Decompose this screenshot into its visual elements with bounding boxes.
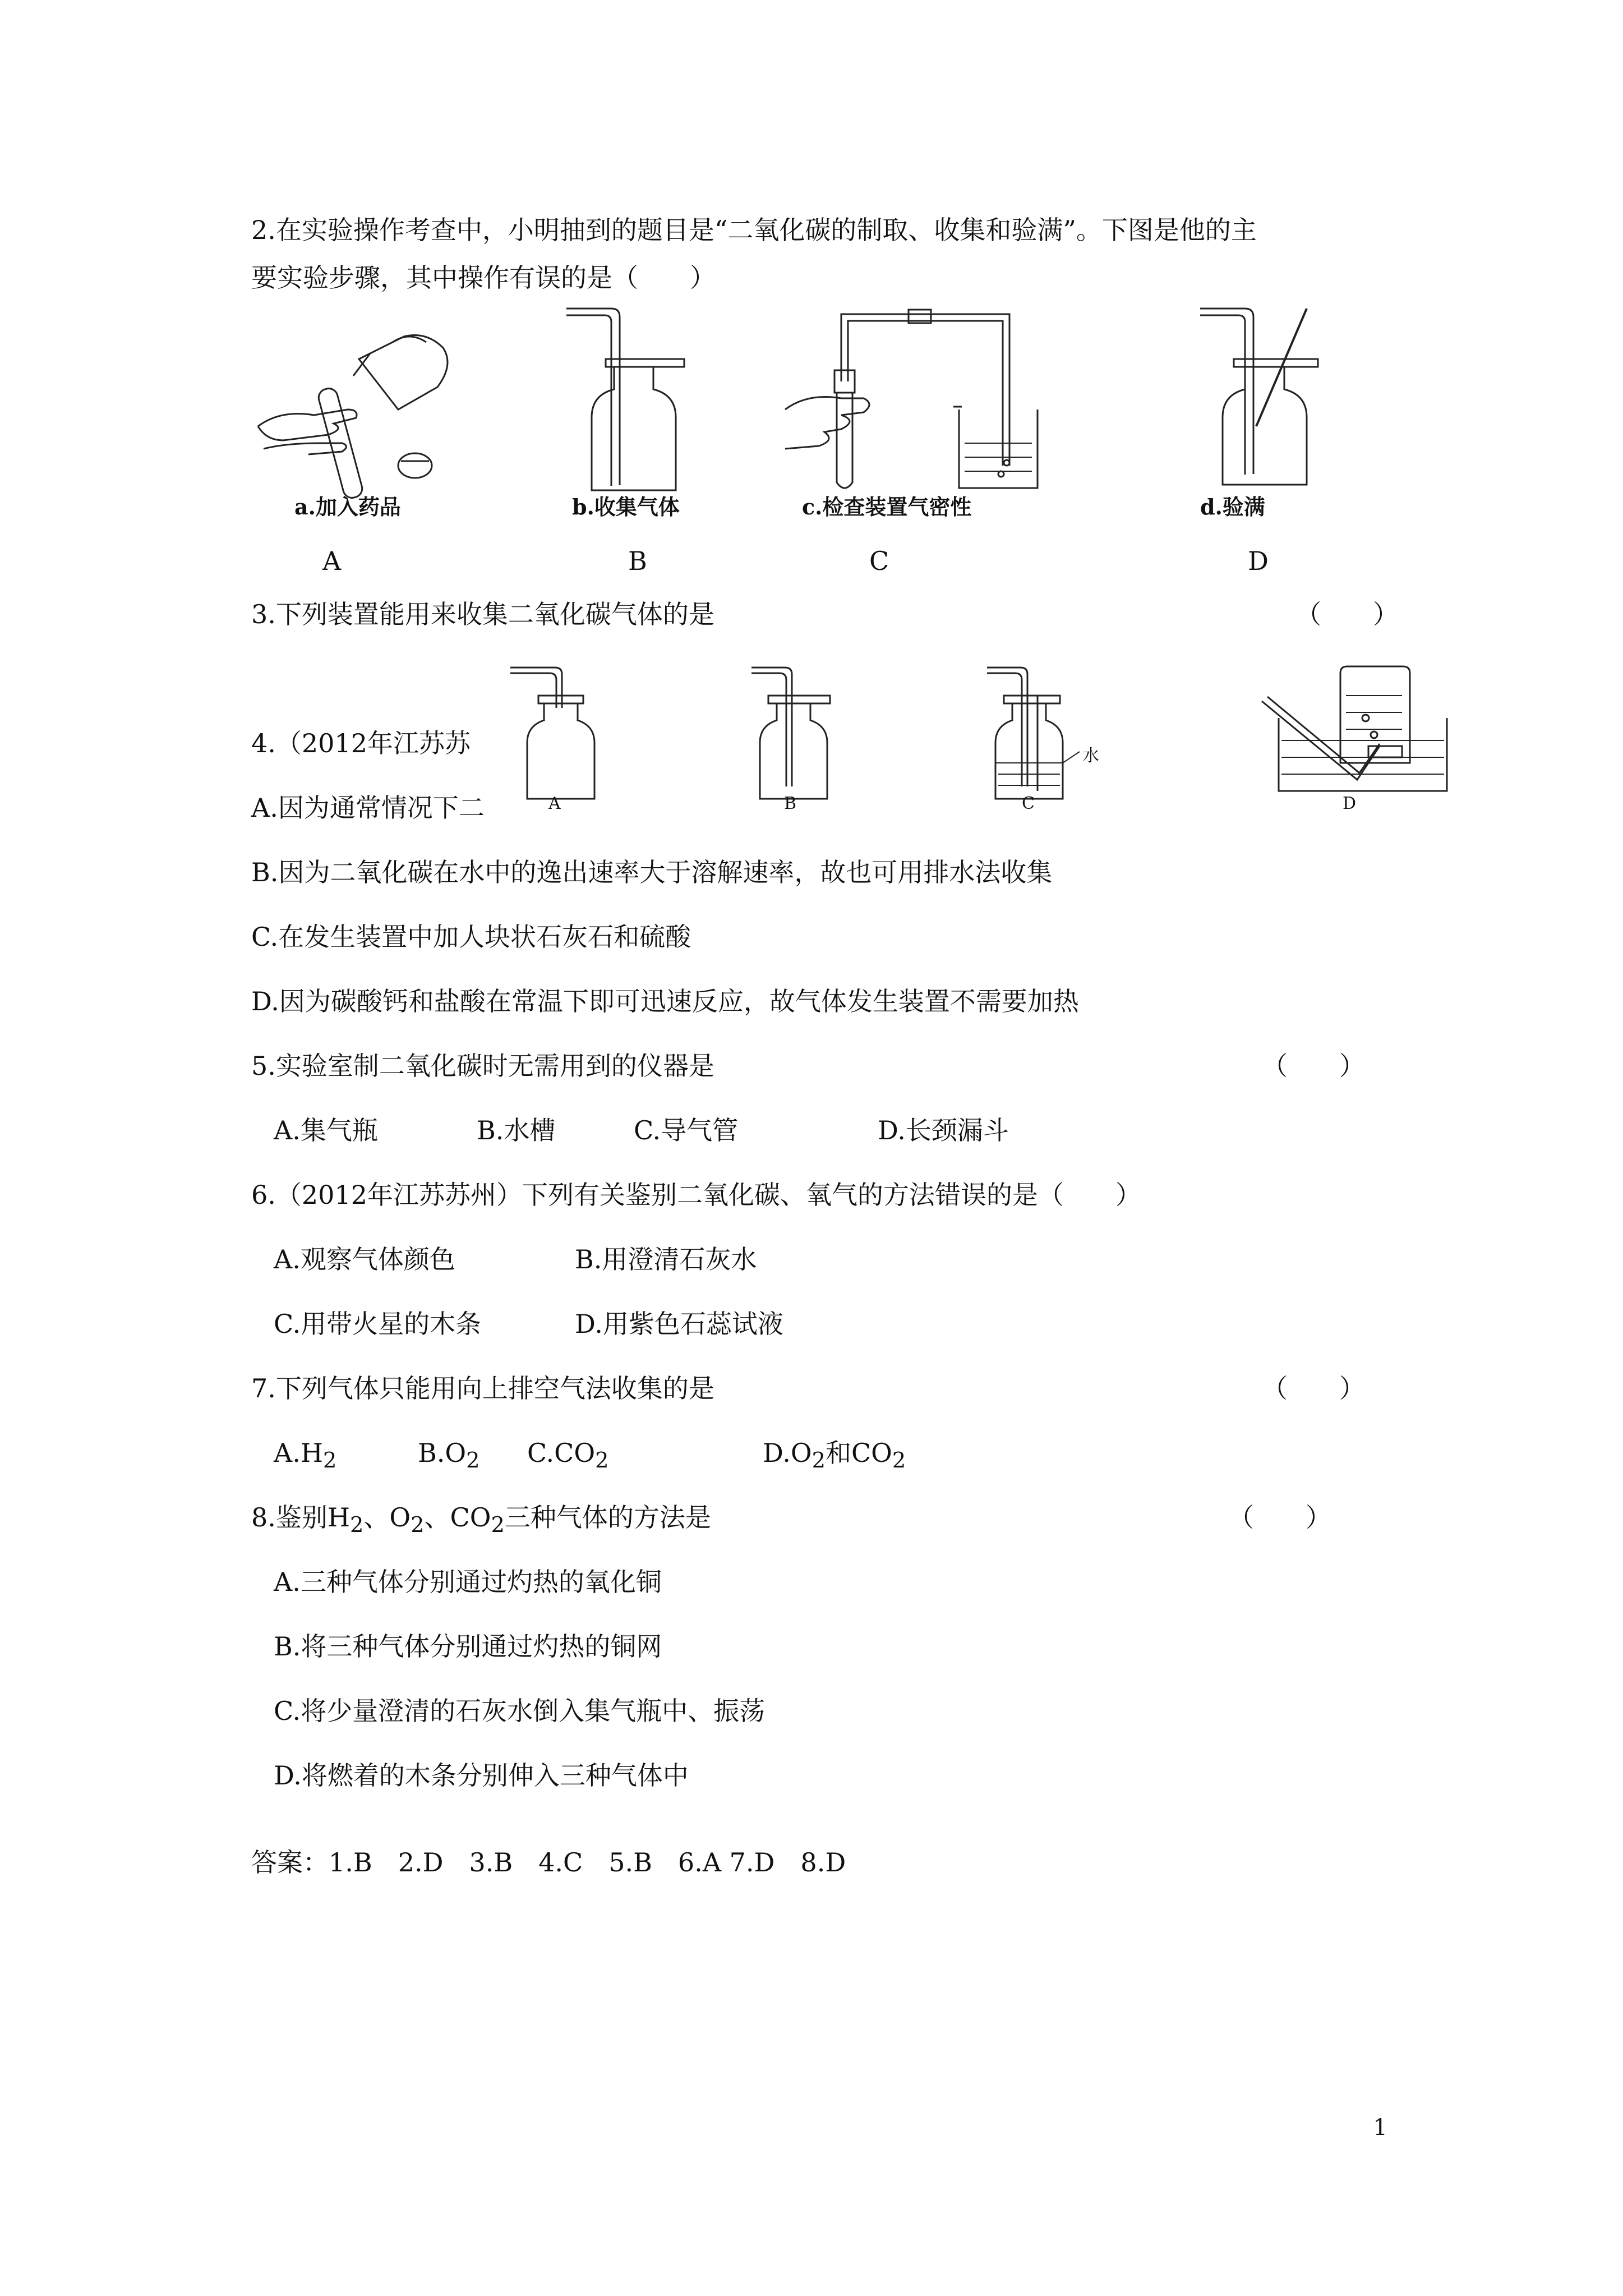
q8-option-a: A.三种气体分别通过灼热的氧化铜: [274, 1567, 662, 1597]
figure-c-checking-airtightness: [780, 303, 1049, 494]
q3-figure-c: [981, 662, 1127, 808]
q5-option-a: A.集气瓶: [274, 1115, 378, 1145]
figure-b-collecting-gas: [561, 303, 695, 494]
figure-c-letter: C: [869, 546, 889, 576]
q3-answer-paren: （ ）: [1295, 599, 1399, 629]
q3-figure-d-label: D: [1343, 794, 1357, 813]
figure-b-caption: b.收集气体: [572, 494, 680, 519]
figure-d-testing-full: [1195, 303, 1340, 494]
q7-option-d: $D.O_2$和$CO_2$: [763, 1438, 906, 1474]
q7-answer-paren: （ ）: [1262, 1373, 1365, 1404]
q2-line2: 要实验步骤，其中操作有误的是（ ）: [251, 263, 716, 293]
answer-key: 答案：1.B 2.D 3.B 4.C 5.B 6.A 7.D 8.D: [251, 1847, 846, 1878]
q3-figure-a-label: A: [548, 794, 561, 813]
q3-figure-a: [505, 662, 617, 808]
q6-text: 6.（2012年江苏苏州）下列有关鉴别二氧化碳、氧气的方法错误的是（ ）: [251, 1180, 1141, 1210]
q3-figure-b-label: B: [784, 794, 797, 813]
figure-c-caption: c.检查装置气密性: [802, 494, 972, 519]
figure-b-letter: B: [628, 546, 647, 576]
q6-option-b: B.用澄清石灰水: [575, 1244, 757, 1274]
q3-figure-d: [1256, 662, 1458, 808]
q5-option-b: B.水槽: [477, 1115, 556, 1145]
figure-a-adding-reagent: [247, 314, 482, 505]
q8-option-b: B.将三种气体分别通过灼热的铜网: [274, 1631, 662, 1662]
q7-option-a: $A.H_2$: [274, 1438, 337, 1474]
figure-a-caption: a.加入药品: [294, 494, 401, 519]
q5-answer-paren: （ ）: [1262, 1051, 1365, 1081]
q5-text: 5.实验室制二氧化碳时无需用到的仪器是: [251, 1051, 714, 1081]
q8-option-c: C.将少量澄清的石灰水倒入集气瓶中、振荡: [274, 1696, 766, 1726]
q4-option-d: D.因为碳酸钙和盐酸在常温下即可迅速反应，故气体发生装置不需要加热: [251, 986, 1079, 1016]
q6-option-a: A.观察气体颜色: [274, 1244, 455, 1274]
q3-figure-c-water-label: 水: [1082, 746, 1099, 766]
q5-option-d: D.长颈漏斗: [878, 1115, 1009, 1145]
q7-text: 7.下列气体只能用向上排空气法收集的是: [251, 1373, 714, 1404]
figure-a-letter: A: [322, 546, 342, 576]
q4-option-c: C.在发生装置中加人块状石灰石和硫酸: [251, 922, 691, 952]
q5-option-c: C.导气管: [634, 1115, 739, 1145]
q6-option-c: C.用带火星的木条: [274, 1309, 482, 1339]
page-number: 1: [1373, 2115, 1387, 2141]
q2-line1: 2.在实验操作考查中，小明抽到的题目是“二氧化碳的制取、收集和验满”。下图是他的主: [251, 215, 1257, 245]
q3-figure-b: [746, 662, 858, 808]
q8-option-d: D.将燃着的木条分别伸入三种气体中: [274, 1760, 689, 1791]
q7-option-b: $B.O_2$: [418, 1438, 480, 1474]
figure-d-caption: d.验满: [1200, 494, 1265, 519]
figure-d-letter: D: [1248, 546, 1269, 576]
q4-option-b: B.因为二氧化碳在水中的逸出速率大于溶解速率，故也可用排水法收集: [251, 857, 1053, 887]
q8-answer-paren: （ ）: [1228, 1502, 1331, 1533]
q4-text: 4.（2012年江苏苏: [251, 728, 471, 758]
q7-option-c: $C.CO_2$: [527, 1438, 609, 1474]
q8-text: 8.鉴别$H_2$、$O_2$、$CO_2$三种气体的方法是: [251, 1502, 711, 1538]
q3-text: 3.下列装置能用来收集二氧化碳气体的是: [251, 599, 714, 629]
q3-figure-c-label: C: [1022, 794, 1035, 813]
q6-option-d: D.用紫色石蕊试液: [575, 1309, 783, 1339]
q4-option-a: A.因为通常情况下二: [251, 793, 485, 823]
